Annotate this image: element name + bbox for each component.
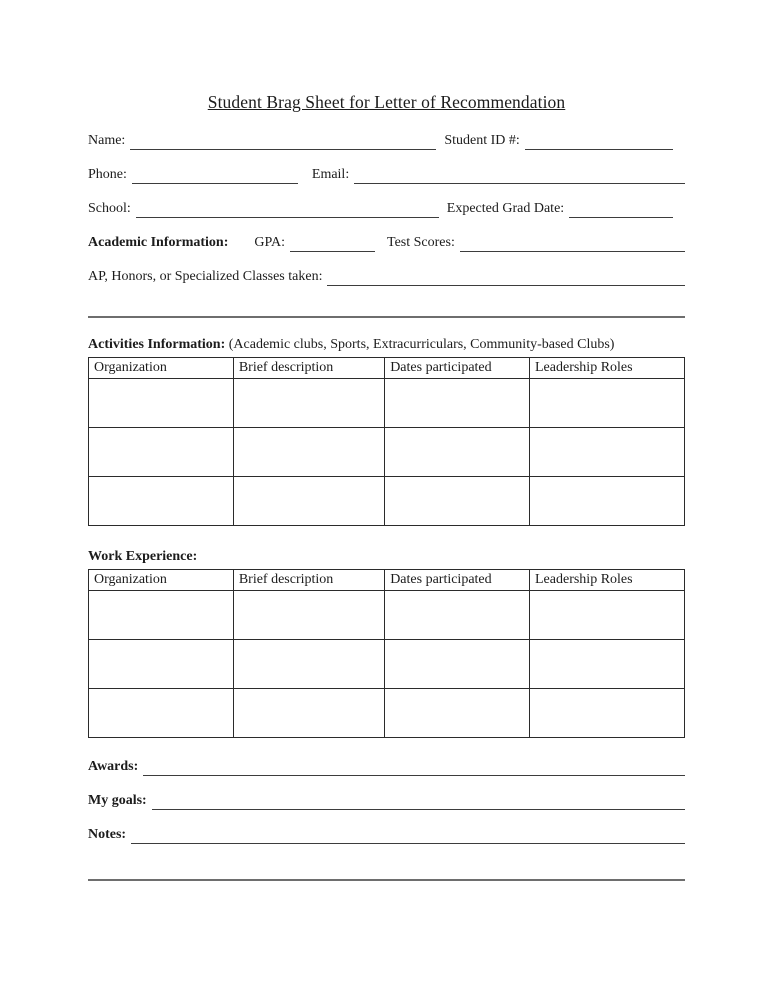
- table-cell: [89, 689, 234, 738]
- phone-label: Phone:: [88, 167, 127, 182]
- notes-input-line: [131, 826, 685, 844]
- student-id-label: Student ID #:: [444, 133, 520, 148]
- academic-info-label: Academic Information:: [88, 235, 229, 250]
- ap-classes-field-row: [88, 267, 685, 286]
- table-cell: [385, 591, 530, 640]
- column-header-brief-description: Brief description: [233, 570, 384, 591]
- activities-table-header-row: [89, 358, 685, 379]
- awards-field-row: [88, 757, 685, 776]
- table-cell: [530, 477, 685, 526]
- my-goals-field-row: [88, 791, 685, 810]
- ap-classes-label: AP, Honors, or Specialized Classes taken:: [88, 269, 323, 284]
- column-header-brief-description: Brief description: [233, 358, 384, 379]
- grad-date-label: Expected Grad Date:: [446, 201, 565, 216]
- school-label: School:: [88, 201, 131, 216]
- name-field-row: [88, 131, 685, 150]
- table-cell: [385, 640, 530, 689]
- work-table-header-row: [89, 570, 685, 591]
- activities-section-label: Activities Information:: [88, 337, 226, 352]
- phone-input-line: [132, 166, 298, 184]
- column-header-dates-participated: Dates participated: [385, 570, 530, 591]
- table-cell: [233, 591, 384, 640]
- work-table-row: [89, 640, 685, 689]
- test-scores-input-line: [460, 234, 685, 252]
- academic-info-field-row: [88, 233, 685, 252]
- table-cell: [530, 428, 685, 477]
- my-goals-input-line: [152, 792, 685, 810]
- notes-field-row: [88, 825, 685, 844]
- activities-section-heading: [88, 335, 685, 354]
- table-cell: [530, 689, 685, 738]
- my-goals-label: My goals:: [88, 793, 147, 808]
- table-cell: [385, 428, 530, 477]
- column-header-leadership-roles: Leadership Roles: [530, 570, 685, 591]
- work-table-row: [89, 591, 685, 640]
- table-cell: [89, 428, 234, 477]
- notes-continuation-line: [88, 879, 685, 881]
- email-input-line: [354, 166, 685, 184]
- table-cell: [530, 591, 685, 640]
- work-experience-table: [88, 569, 685, 738]
- gpa-label: GPA:: [254, 235, 285, 250]
- notes-label: Notes:: [88, 827, 127, 842]
- table-cell: [233, 379, 384, 428]
- table-cell: [233, 428, 384, 477]
- work-table-row: [89, 689, 685, 738]
- table-cell: [530, 640, 685, 689]
- gpa-input-line: [290, 234, 375, 252]
- activities-table-row: [89, 379, 685, 428]
- school-field-row: [88, 199, 685, 218]
- table-cell: [233, 689, 384, 738]
- email-label: Email:: [311, 167, 350, 182]
- awards-label: Awards:: [88, 759, 139, 774]
- table-cell: [89, 379, 234, 428]
- work-section-heading: [88, 547, 685, 566]
- table-cell: [385, 379, 530, 428]
- work-section-label: Work Experience:: [88, 549, 198, 564]
- page-title: Student Brag Sheet for Letter of Recommendation: [207, 92, 566, 112]
- name-label: Name:: [88, 133, 126, 148]
- table-cell: [385, 689, 530, 738]
- table-cell: [89, 640, 234, 689]
- table-cell: [530, 379, 685, 428]
- column-header-organization: Organization: [89, 570, 234, 591]
- column-header-organization: Organization: [89, 358, 234, 379]
- ap-classes-continuation-line: [88, 316, 685, 318]
- activities-table: [88, 357, 685, 526]
- phone-field-row: [88, 165, 685, 184]
- table-cell: [89, 477, 234, 526]
- ap-classes-input-line: [327, 268, 685, 286]
- name-input-line: [130, 132, 436, 150]
- test-scores-label: Test Scores:: [387, 235, 455, 250]
- column-header-leadership-roles: Leadership Roles: [530, 358, 685, 379]
- student-id-input-line: [525, 132, 673, 150]
- table-cell: [385, 477, 530, 526]
- activities-table-row: [89, 428, 685, 477]
- activities-table-row: [89, 477, 685, 526]
- table-cell: [89, 591, 234, 640]
- school-input-line: [136, 200, 439, 218]
- grad-date-input-line: [569, 200, 673, 218]
- awards-input-line: [143, 758, 685, 776]
- activities-section-hint: (Academic clubs, Sports, Extracurriculars, Community-based Clubs): [228, 337, 615, 352]
- table-cell: [233, 477, 384, 526]
- table-cell: [233, 640, 384, 689]
- column-header-dates-participated: Dates participated: [385, 358, 530, 379]
